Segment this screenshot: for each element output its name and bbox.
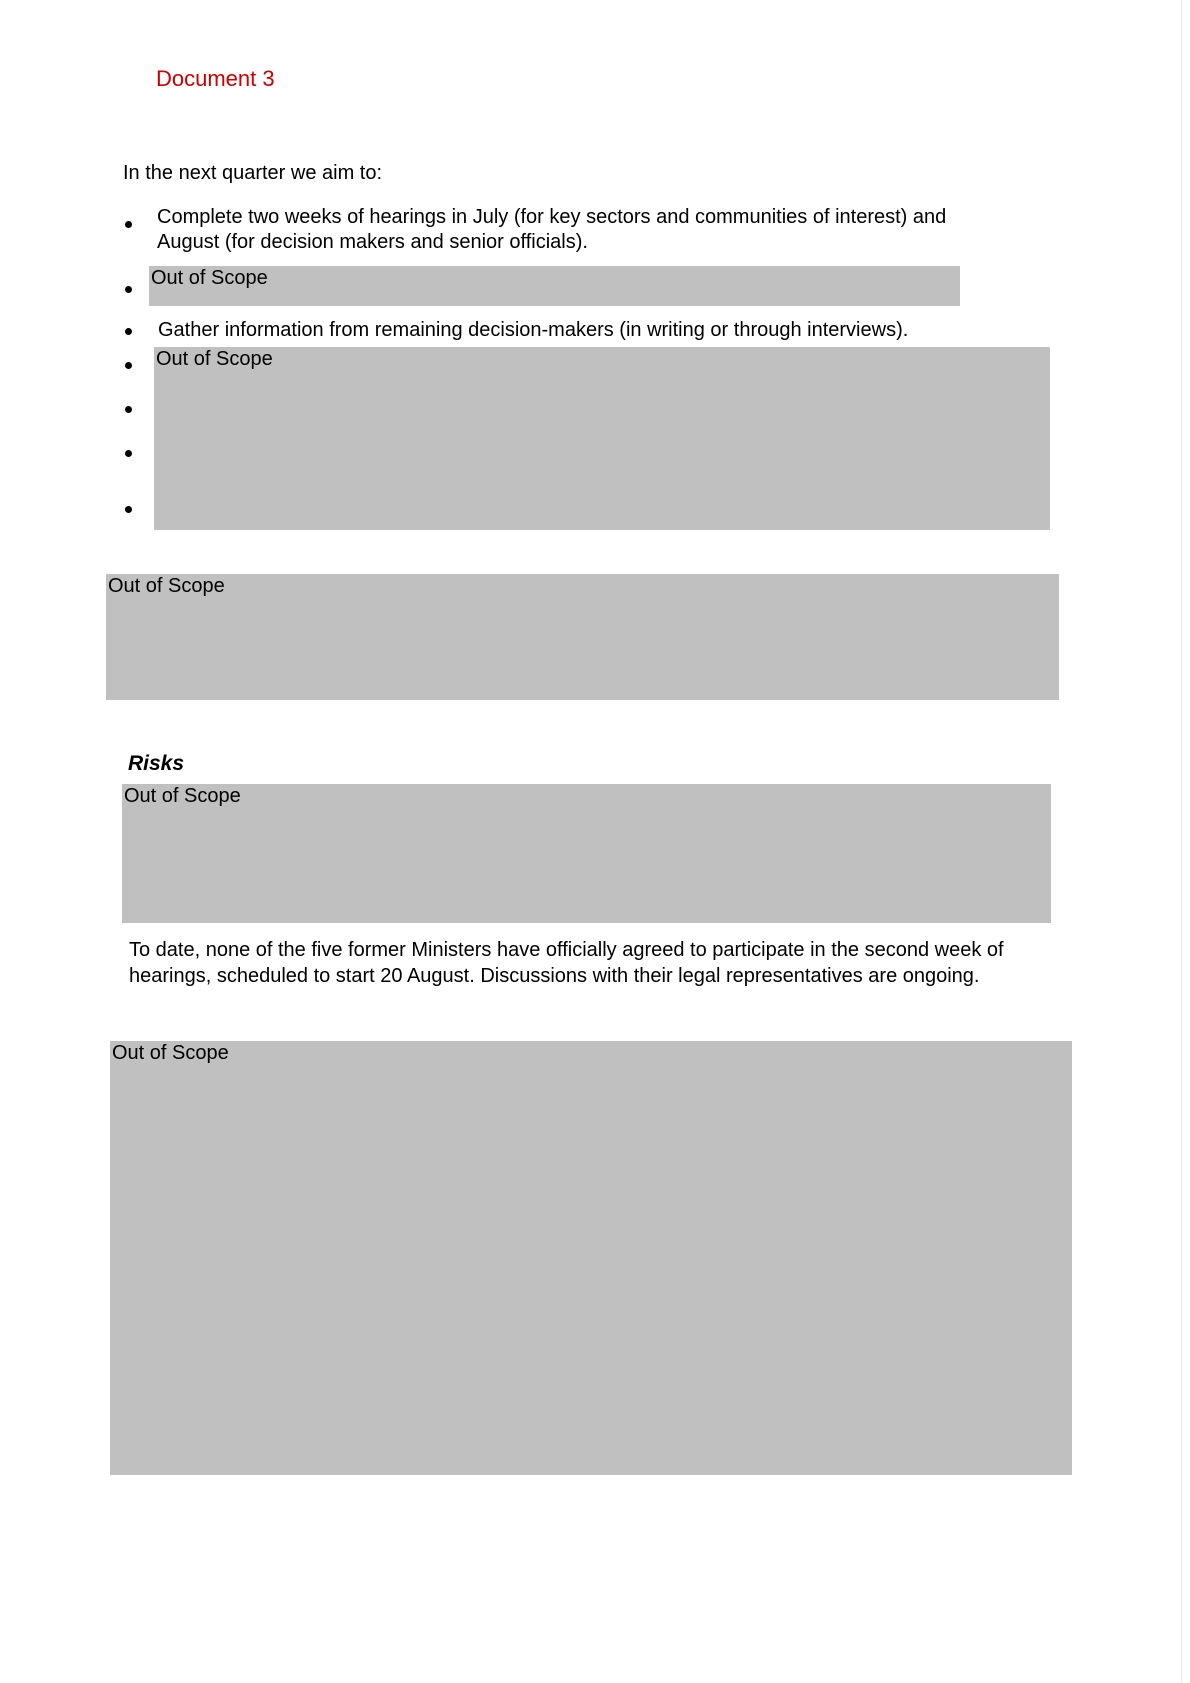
bullet-marker xyxy=(125,406,132,413)
redaction-label: Out of Scope xyxy=(112,1042,229,1064)
bullet-marker xyxy=(125,221,132,228)
redaction-label: Out of Scope xyxy=(151,267,268,289)
redaction-label: Out of Scope xyxy=(108,575,225,597)
redaction-box xyxy=(149,266,960,306)
redaction-box xyxy=(122,784,1051,923)
redaction-label: Out of Scope xyxy=(124,785,241,807)
redaction-label: Out of Scope xyxy=(156,348,273,370)
paragraph-line-2: hearings, scheduled to start 20 August. Discussions with their legal representatives are ongoing. xyxy=(129,965,980,987)
document-label: Document 3 xyxy=(156,66,275,91)
redaction-box xyxy=(106,574,1059,700)
intro-text: In the next quarter we aim to: xyxy=(123,162,383,184)
ministers-paragraph xyxy=(129,937,1059,989)
bullet-marker xyxy=(125,506,132,513)
bullet-marker xyxy=(125,286,132,293)
bullet-text-gather-information: Gather information from remaining decision-makers (in writing or through interviews). xyxy=(158,319,909,341)
risks-heading: Risks xyxy=(128,752,185,775)
paragraph-line-1: To date, none of the five former Ministers have officially agreed to participate in the second week of xyxy=(129,939,1004,961)
bullet-text-hearings-line2: August (for decision makers and senior officials). xyxy=(157,231,588,253)
bullet-marker xyxy=(125,328,132,335)
bullet-marker xyxy=(125,450,132,457)
bullet-text-hearings-line1: Complete two weeks of hearings in July (for key sectors and communities of interest) and xyxy=(157,206,947,228)
redaction-box xyxy=(154,347,1050,530)
redaction-box xyxy=(110,1041,1072,1475)
bullet-marker xyxy=(125,362,132,369)
page-edge-line xyxy=(1181,0,1182,1683)
